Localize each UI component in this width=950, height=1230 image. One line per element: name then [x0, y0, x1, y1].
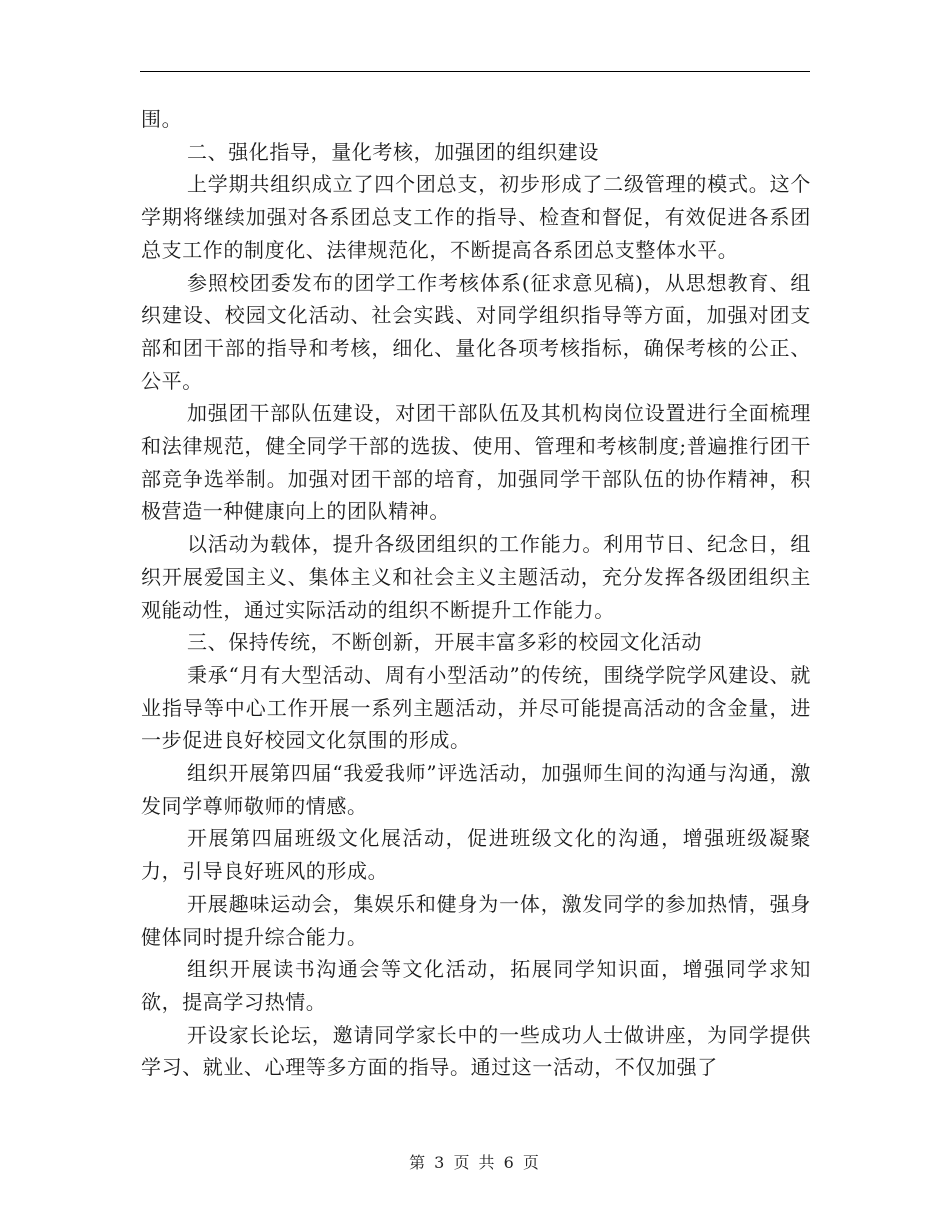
paragraph: 开展趣味运动会，集娱乐和健身为一体，激发同学的参加热情，强身健体同时提升综合能力。 — [141, 891, 811, 949]
page-number-footer: 第 3 页 共 6 页 — [409, 1153, 541, 1172]
header-rule — [140, 71, 810, 72]
paragraph: 组织开展读书沟通会等文化活动，拓展同学知识面，增强同学求知欲，提高学习热情。 — [141, 957, 811, 1014]
paragraph: 参照校团委发布的团学工作考核体系(征求意见稿)，从思想教育、组织建设、校园文化活动、社会实践、对同学组织指导等方面，加强对团支部和团干部的指导和考核，细化、量化各项考核指标，确保考核的公正、公平。 — [141, 270, 811, 393]
section-heading: 二、强化指导，量化考核，加强团的组织建设 — [187, 139, 599, 164]
paragraph: 组织开展第四届“我爱我师”评选活动，加强师生间的沟通与沟通，激发同学尊师敬师的情感。 — [141, 761, 811, 818]
paragraph: 围。 — [141, 107, 183, 131]
paragraph: 以活动为载体，提升各级团组织的工作能力。利用节日、纪念日，组织开展爱国主义、集体主义和社会主义主题活动，充分发挥各级团组织主观能动性，通过实际活动的组织不断提升工作能力。 — [141, 532, 811, 622]
paragraph: 开展第四届班级文化展活动，促进班级文化的沟通，增强班级凝聚力，引导良好班风的形成。 — [141, 826, 811, 884]
paragraph: 秉承“月有大型活动、周有小型活动”的传统，围绕学院学风建设、就业指导等中心工作开展一系列主题活动，并尽可能提高活动的含金量，进一步促进良好校园文化氛围的形成。 — [141, 662, 811, 753]
section-heading: 三、保持传统，不断创新，开展丰富多彩的校园文化活动 — [187, 630, 702, 655]
paragraph: 上学期共组织成立了四个团总支，初步形成了二级管理的模式。这个学期将继续加强对各系团总支工作的指导、检查和督促，有效促进各系团总支工作的制度化、法律规范化，不断提高各系团总支整体水平。 — [141, 172, 811, 262]
paragraph: 开设家长论坛，邀请同学家长中的一些成功人士做讲座，为同学提供学习、就业、心理等多方面的指导。通过这一活动，不仅加强了 — [141, 1022, 811, 1080]
document-body — [141, 103, 811, 1084]
paragraph: 加强团干部队伍建设，对团干部队伍及其机构岗位设置进行全面梳理和法律规范，健全同学干部的选拔、使用、管理和考核制度;普遍推行团干部竞争选举制。加强对团干部的培育，加强同学干部队伍的协作精神，积极营造一种健康向上的团队精神。 — [141, 401, 811, 524]
